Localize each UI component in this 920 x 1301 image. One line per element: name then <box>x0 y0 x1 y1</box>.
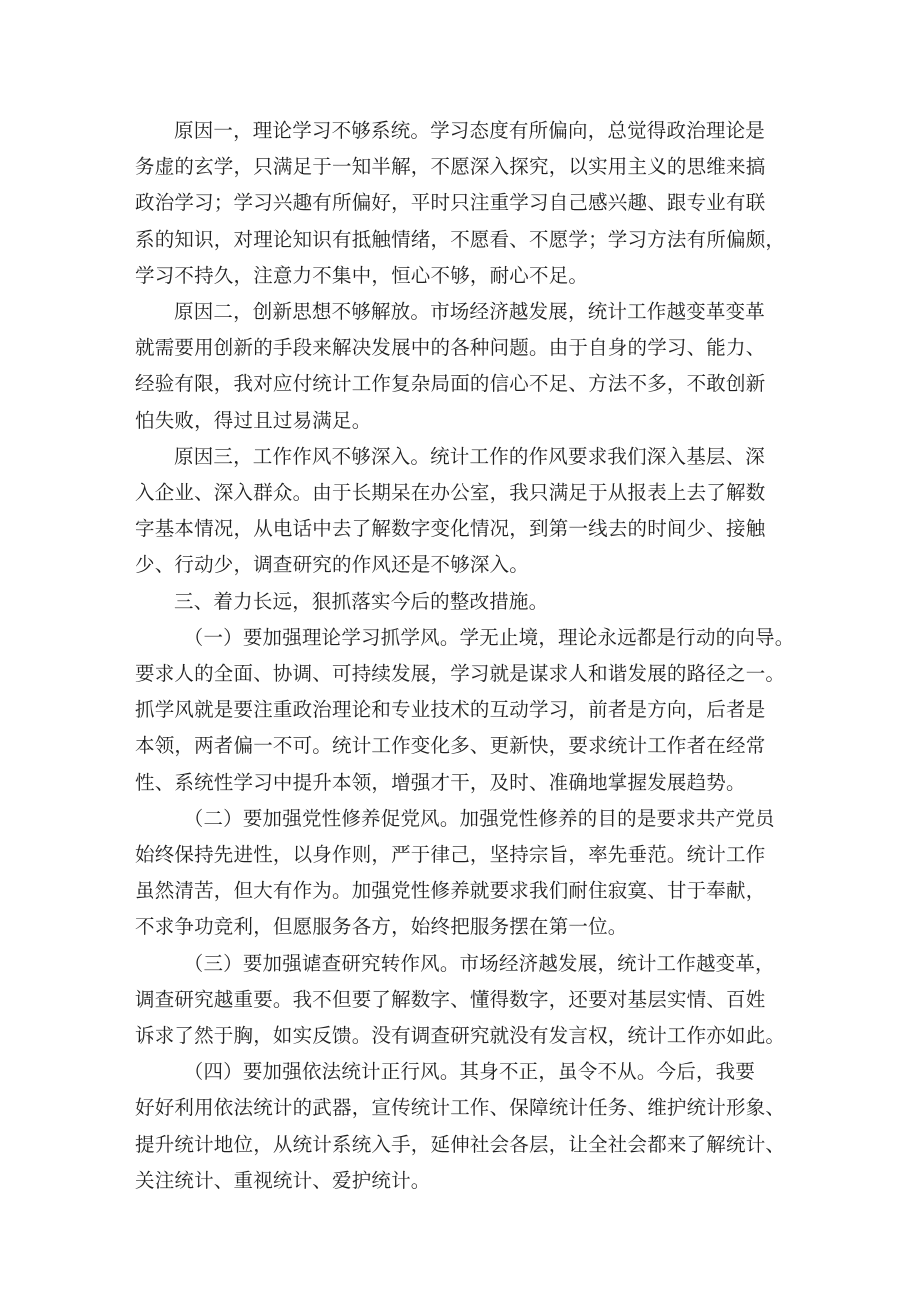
paragraph-reason-two <box>135 294 795 439</box>
text-line: 入企业、深入群众。由于长期呆在办公室，我只满足于从报表上去了解数 <box>135 481 766 505</box>
text-line: 不求争功竞利，但愿服务各方，始终把服务摆在第一位。 <box>135 915 628 939</box>
text-line: 原因一，理论学习不够系统。学习态度有所偏向，总觉得政治理论是 <box>174 119 766 142</box>
text-line: 关注统计、重视统计、爱护统计。 <box>135 1168 431 1192</box>
text-line: （一）要加强理论学习抓学风。学无止境，理论永远都是行动的向导。 <box>183 625 795 649</box>
text-line: 怕失败，得过且过易满足。 <box>135 408 372 432</box>
text-line: 经验有限，我对应付统计工作复杂局面的信心不足、方法不多，不敢创新 <box>135 372 766 396</box>
paragraph-measure-one <box>135 620 795 801</box>
text-line: 系的知识，对理论知识有抵触情绪，不愿看、不愿学；学习方法有所偏颇， <box>135 227 786 251</box>
text-line: （三）要加强谑查研究转作风。市场经济越发展，统计工作越变革， <box>183 951 775 975</box>
section-heading-three <box>135 584 795 620</box>
paragraph-reason-one <box>135 113 795 294</box>
paragraph-measure-three <box>135 946 795 1055</box>
text-line: 好好利用依法统计的武器，宣传统计工作、保障统计任务、维护统计形象、 <box>135 1096 786 1120</box>
text-line: 始终保持先进性，以身作则，严于律己，坚持宗旨，率先垂范。统计工作 <box>135 843 766 867</box>
text-line: 字基本情况，从电话中去了解数字变化情况，到第一线去的时间少、接触 <box>135 517 766 541</box>
paragraph-measure-four <box>135 1054 795 1199</box>
document-page <box>135 113 795 1199</box>
text-line: 提升统计地位，从统计系统入手，延伸社会各层，让全社会都来了解统计、 <box>135 1132 786 1156</box>
text-line: 要求人的全面、协调、可持续发展，学习就是谋求人和谐发展的路径之一。 <box>135 662 786 686</box>
text-line: （二）要加强党性修养促党风。加强党性修养的目的是要求共产党员 <box>183 806 775 830</box>
text-line: 性、系统性学习中提升本领，增强才干，及时、准确地掌握发展趋势。 <box>135 770 746 794</box>
text-line: （四）要加强依法统计正行风。其身不正，虽令不从。今后，我要 <box>183 1060 756 1084</box>
text-line: 诉求了然于胸，如实反馈。没有调查研究就没有发言权，统计工作亦如此。 <box>135 1024 786 1048</box>
text-line: 本领，两者偏一不可。统计工作变化多、更新快，要求统计工作者在经常 <box>135 734 766 758</box>
text-line: 原因三，工作作风不够深入。统计工作的作风要求我们深入基层、深 <box>174 444 766 468</box>
text-line: 政治学习；学习兴趣有所偏好，平时只注重学习自己感兴趣、跟专业有联 <box>135 191 766 215</box>
heading-line: 三、着力长远，狠抓落实今后的整改措施。 <box>174 589 549 613</box>
text-line: 抓学风就是要注重政治理论和专业技术的互动学习，前者是方向，后者是 <box>135 698 766 722</box>
text-line: 务虚的玄学，只满足于一知半解，不愿深入探究，以实用主义的思维来搞 <box>135 155 766 179</box>
paragraph-measure-two <box>135 801 795 946</box>
text-line: 原因二，创新思想不够解放。市场经济越发展，统计工作越变革变革 <box>174 300 766 324</box>
text-line: 学习不持久，注意力不集中，恒心不够，耐心不足。 <box>135 263 589 287</box>
text-line: 虽然清苦，但大有作为。加强党性修养就要求我们耐住寂寞、甘于奉献， <box>135 879 766 903</box>
text-line: 就需要用创新的手段来解决发展中的各种问题。由于自身的学习、能力、 <box>135 336 766 360</box>
text-line: 少、行动少，调查研究的作风还是不够深入。 <box>135 553 530 577</box>
paragraph-reason-three <box>135 439 795 584</box>
text-line: 调查研究越重要。我不但要了解数字、懂得数字，还要对基层实情、百姓 <box>135 987 766 1011</box>
